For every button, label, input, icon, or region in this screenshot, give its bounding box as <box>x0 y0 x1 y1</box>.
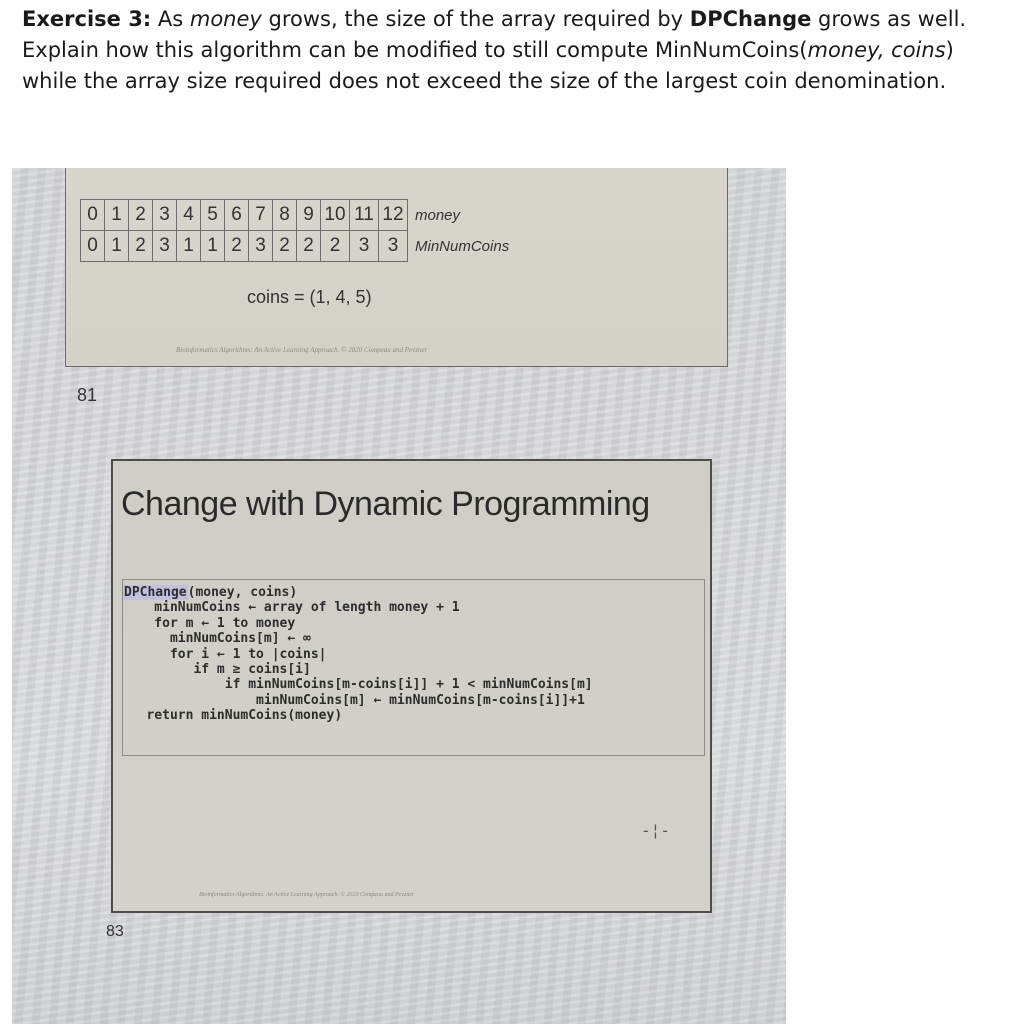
table-cell: 5 <box>201 200 225 231</box>
table-cell: 1 <box>201 231 225 262</box>
table-cell: 3 <box>249 231 273 262</box>
table-cell: 11 <box>350 200 379 231</box>
code-line: return minNumCoins(money) <box>123 708 343 724</box>
table-cell: 6 <box>225 200 249 231</box>
slide-dp-change <box>111 459 712 913</box>
crosshair-cursor-icon: -¦- <box>641 821 670 840</box>
table-cell: 2 <box>129 231 153 262</box>
table-cell: 1 <box>177 231 201 262</box>
page-number-83: 83 <box>106 923 124 940</box>
code-line: minNumCoins ← array of length money + 1 <box>123 600 460 616</box>
table-cell: 4 <box>177 200 201 231</box>
slide-footer: Bioinformatics Algorithms: An Active Learning Approach. © 2020 Compeau and Pevzner <box>199 892 415 898</box>
exercise-text-part: grows, the size of the array required by <box>261 7 690 31</box>
table-cell: 3 <box>350 231 379 262</box>
exercise-algo-name: DPChange <box>689 7 812 31</box>
table-cell: 2 <box>297 231 321 262</box>
exercise-text-part: As <box>151 7 190 31</box>
code-line <box>123 585 593 600</box>
mincoins-row <box>81 231 510 262</box>
table-cell: 0 <box>81 231 105 262</box>
table-cell: 3 <box>153 200 177 231</box>
table-cell: 3 <box>153 231 177 262</box>
pseudocode-box <box>122 579 705 756</box>
code-line: if m ≥ coins[i] <box>123 662 311 678</box>
textbook-photo <box>12 168 786 1024</box>
table-cell: 7 <box>249 200 273 231</box>
table-cell: 10 <box>321 200 350 231</box>
table-cell: 2 <box>321 231 350 262</box>
coins-caption: coins = (1, 4, 5) <box>247 287 372 307</box>
row-label: MinNumCoins <box>415 237 510 255</box>
code-line: for m ← 1 to money <box>123 615 296 631</box>
table-cell: 9 <box>297 200 321 231</box>
table-cell: 2 <box>129 200 153 231</box>
code-text: (money, coins) <box>187 585 298 600</box>
table-cell: 0 <box>81 200 105 231</box>
money-row <box>81 200 510 231</box>
pseudocode <box>123 585 593 724</box>
table-cell: 3 <box>379 231 408 262</box>
code-function-name: DPChange <box>124 585 187 600</box>
table-cell: 2 <box>225 231 249 262</box>
exercise-text-part: grows as well. Explain how this algorithm can be modified to still compute MinNumCoins( <box>22 7 967 62</box>
table-cell: 1 <box>105 231 129 262</box>
mincoins-table <box>80 199 510 262</box>
table-cell: 2 <box>273 231 297 262</box>
slide-footer: Bioinformatics Algorithms: An Active Learning Approach. © 2020 Compeau and Pevzner <box>176 346 428 354</box>
row-label: money <box>415 206 461 224</box>
code-line: for i ← 1 to |coins| <box>123 646 327 662</box>
code-line: minNumCoins[m] ← ∞ <box>123 631 311 647</box>
slide-title: Change with Dynamic Programming <box>121 485 650 523</box>
table-cell: 1 <box>105 200 129 231</box>
table-cell: 8 <box>273 200 297 231</box>
slide-mincoins-table <box>65 168 728 367</box>
code-line: if minNumCoins[m-coins[i]] + 1 < minNumCoins[m] <box>123 677 593 693</box>
page-number-81: 81 <box>77 385 98 405</box>
exercise-text-part: ) while the array size required does not exceed the size of the largest coin denomination. <box>22 38 954 93</box>
code-line: minNumCoins[m] ← minNumCoins[m-coins[i]]+1 <box>123 692 585 708</box>
exercise-label: Exercise 3: <box>22 7 152 31</box>
exercise-text <box>22 4 992 97</box>
table-cell: 12 <box>379 200 408 231</box>
exercise-money-term: money <box>189 7 262 31</box>
exercise-args: money, coins <box>807 38 946 62</box>
